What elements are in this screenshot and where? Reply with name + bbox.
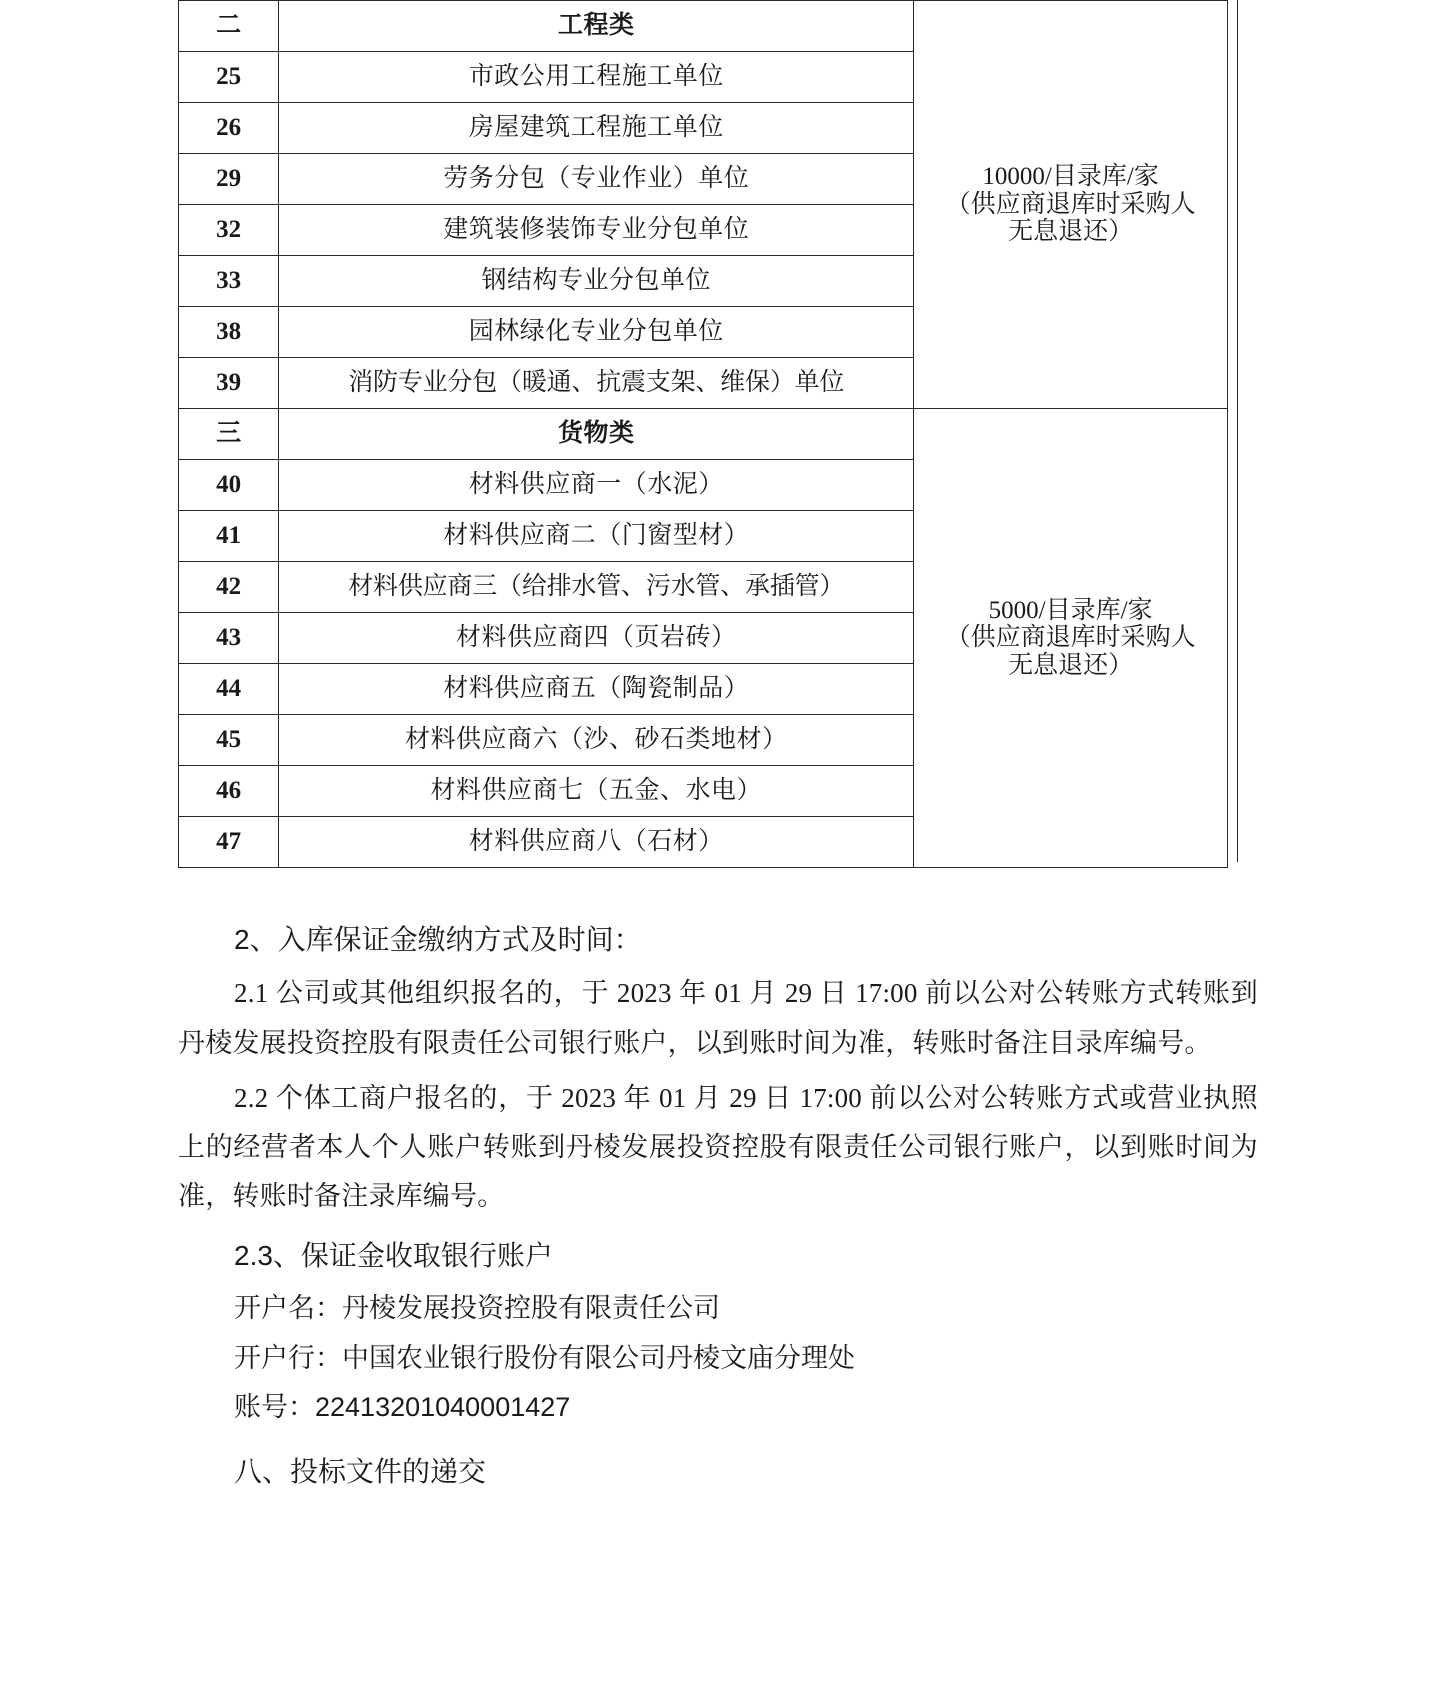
section-8-title: 八、投标文件的递交 — [234, 1456, 487, 1488]
fee-line-1: 5000/目录库/家 — [988, 596, 1153, 624]
table-row — [179, 409, 1228, 460]
row-number: 29 — [179, 154, 279, 205]
row-name: 房屋建筑工程施工单位 — [279, 103, 914, 154]
row-name: 消防专业分包（暖通、抗震支架、维保）单位 — [279, 358, 914, 409]
row-number: 33 — [179, 256, 279, 307]
table-row — [179, 1, 1228, 52]
fee-line-2: （供应商退库时采购人 — [945, 190, 1196, 218]
fee-line-2: （供应商退库时采购人 — [945, 624, 1196, 652]
category-number: 三 — [179, 409, 279, 460]
bank-account-name: 开户名：丹棱发展投资控股有限责任公司 — [234, 1293, 720, 1324]
fee-line-3: 无息退还） — [1008, 651, 1134, 679]
row-name: 材料供应商六（沙、砂石类地材） — [279, 715, 914, 766]
paragraph-2-2: 2.2 个体工商户报名的，于 2023 年 01 月 29 日 17:00 前以公对公转账方式或营业执照上的经营者本人个人账户转账到丹棱发展投资控股有限责任公司银行账户，以到账时间为准，转账时备注录库编号。 — [178, 1082, 1258, 1211]
category-number: 二 — [179, 1, 279, 52]
item2-3-title: 2.3、保证金收取银行账户 — [234, 1240, 553, 1272]
fee-table-container — [178, 0, 1228, 868]
row-name: 材料供应商一（水泥） — [279, 460, 914, 511]
row-name: 材料供应商二（门窗型材） — [279, 511, 914, 562]
bank-branch: 开户行：中国农业银行股份有限公司丹棱文庙分理处 — [234, 1342, 855, 1373]
row-number: 25 — [179, 52, 279, 103]
row-name: 材料供应商四（页岩砖） — [279, 613, 914, 664]
row-name: 材料供应商八（石材） — [279, 817, 914, 868]
row-number: 41 — [179, 511, 279, 562]
row-number: 42 — [179, 562, 279, 613]
row-name: 市政公用工程施工单位 — [279, 52, 914, 103]
row-number: 38 — [179, 307, 279, 358]
category-name: 工程类 — [279, 1, 914, 52]
bank-account-number: 账号：22413201040001427 — [234, 1391, 571, 1422]
row-number: 32 — [179, 205, 279, 256]
row-number: 46 — [179, 766, 279, 817]
row-name: 材料供应商三（给排水管、污水管、承插管） — [279, 562, 914, 613]
fee-line-3: 无息退还） — [1008, 218, 1134, 246]
row-number: 40 — [179, 460, 279, 511]
category-fee-cell — [914, 409, 1228, 868]
row-number: 47 — [179, 817, 279, 868]
row-number: 39 — [179, 358, 279, 409]
row-number: 44 — [179, 664, 279, 715]
row-number: 43 — [179, 613, 279, 664]
fee-line-1: 10000/目录库/家 — [982, 163, 1159, 191]
page-edge-rule — [1237, 0, 1238, 862]
row-name: 材料供应商五（陶瓷制品） — [279, 664, 914, 715]
document-body — [178, 905, 1258, 1498]
item2-title: 2、入库保证金缴纳方式及时间： — [234, 924, 642, 955]
catalog-fee-table — [178, 0, 1228, 868]
row-name: 材料供应商七（五金、水电） — [279, 766, 914, 817]
category-fee-cell — [914, 1, 1228, 409]
row-number: 45 — [179, 715, 279, 766]
row-number: 26 — [179, 103, 279, 154]
category-name: 货物类 — [279, 409, 914, 460]
row-name: 钢结构专业分包单位 — [279, 256, 914, 307]
row-name: 劳务分包（专业作业）单位 — [279, 154, 914, 205]
row-name: 建筑装修装饰专业分包单位 — [279, 205, 914, 256]
row-name: 园林绿化专业分包单位 — [279, 307, 914, 358]
paragraph-2-1: 2.1 公司或其他组织报名的，于 2023 年 01 月 29 日 17:00 前以公对公转账方式转账到丹棱发展投资控股有限责任公司银行账户，以到账时间为准，转账时备注目录库编号。 — [178, 978, 1258, 1058]
